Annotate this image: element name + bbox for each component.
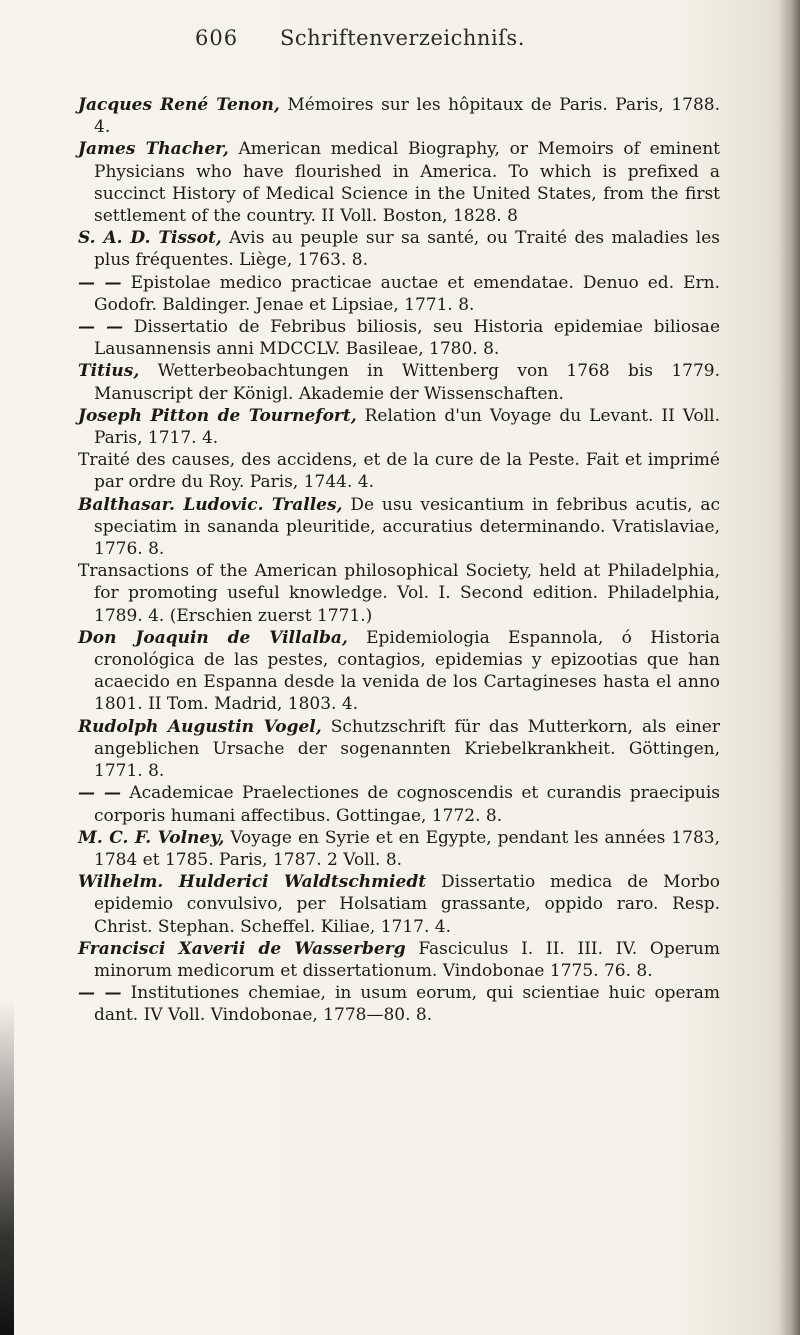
bibliography-entry [78,138,720,227]
entry-author: Titius, [78,361,140,382]
bibliography-entry [78,982,720,1026]
bibliography-entry [78,405,720,449]
bibliography-entry [78,871,720,938]
entry-author: — — [78,272,122,293]
entry-text: Dissertatio medica de Morbo epidemio convulsivo, per Holsatiam grassante, oppido raro. Resp. Christ. Stephan. Scheffel. Kiliae, 1717. 4. [94,872,720,937]
entry-author: Wilhelm. Hulderici Waldtschmiedt [78,872,427,893]
entry-author: Don Joaquin de Villalba, [78,627,348,648]
entry-text: Transactions of the American philosophical Society, held at Philadelphia, for promoting useful knowledge. Vol. I. Second edition. Philadelphia, 1789. 4. (Erschien zuerst 1771.) [78,561,720,626]
entry-text: Fasciculus I. II. III. IV. Operum minorum medicorum et dissertationum. Vindobonae 1775. 76. 8. [94,938,720,981]
entry-text: Mémoires sur les hôpitaux de Paris. Paris, 1788. 4. [94,95,721,138]
entry-text: Voyage en Syrie et en Egypte, pendant les années 1783, 1784 et 1785. Paris, 1787. 2 Voll. 8. [94,827,720,870]
entry-text: Schutzschrift für das Mutterkorn, als einer angeblichen Ursache der sogenannten Kriebelkrankheit. Göttingen, 1771. 8. [94,716,720,782]
entry-text: Relation d'un Voyage du Levant. II Voll. Paris, 1717. 4. [94,405,721,449]
entry-author: S. A. D. Tissot, [78,228,222,249]
bibliography-entry [78,316,720,360]
entry-text: Avis au peuple sur sa santé, ou Traité des maladies les plus fréquentes. Liège, 1763. 8. [94,228,720,271]
bibliography-list [78,94,720,1027]
bibliography-entry [78,272,720,316]
bibliography-entry [78,827,720,871]
running-title: Schriftenverzeichniſs. [280,26,525,50]
bibliography-entry [78,938,720,982]
bibliography-entry [78,716,720,783]
entry-author: — — [78,783,121,804]
binding-shadow [0,1000,14,1335]
entry-author: Rudolph Augustin Vogel, [78,716,322,737]
bibliography-entry [78,449,720,493]
entry-text: Wetterbeobachtungen in Wittenberg von 1768 bis 1779. Manuscript der Königl. Akademie der Wissenschaften. [94,361,720,404]
entry-text: Epistolae medico practicae auctae et emendatae. Denuo ed. Ern. Godofr. Baldinger. Jenae et Lipsiae, 1771. 8. [94,272,721,315]
page-header [195,26,635,56]
entry-author: Joseph Pitton de Tournefort, [78,405,357,426]
entry-author: Francisci Xaverii de Wasserberg [78,938,406,959]
bibliography-entry [78,227,720,271]
bibliography-entry [78,560,720,627]
entry-author: — — [78,983,122,1004]
page-number: 606 [195,26,239,50]
bibliography-entry [78,94,720,138]
page-edge-shadow [778,0,800,1335]
entry-author: Jacques René Tenon, [78,95,280,115]
entry-author: — — [78,317,124,338]
entry-text: Institutiones chemiae, in usum eorum, qui scientiae huic operam dant. IV Voll. Vindobonae, 1778—80. 8. [94,983,720,1026]
entry-author: James Thacher, [78,139,229,160]
bibliography-entry [78,627,720,716]
entry-text: De usu vesicantium in febribus acutis, ac speciatim in sananda pleuritide, accuratius determinando. Vratislaviae, 1776. 8. [94,494,720,560]
entry-author: Balthasar. Ludovic. Tralles, [78,494,343,515]
bibliography-entry [78,782,720,826]
entry-text: American medical Biography, or Memoirs of eminent Physicians who have flourished in America. To which is prefixed a succinct History of Medical Science in the United States, from the first settlement of the country. II Voll. Boston, 1828. 8 [94,139,720,227]
bibliography-entry [78,360,720,404]
entry-text: Epidemiologia Espannola, ó Historia cronológica de las pestes, contagios, epidemias y epizootias que han acaecido en Espanna desde la venida de los Cartagineses hasta el anno 1801. II Tom. Madrid, 1803. 4. [94,627,721,715]
entry-text: Dissertatio de Febribus biliosis, seu Historia epidemiae biliosae Lausannensis anni MDCCLV. Basileae, 1780. 8. [94,317,721,360]
entry-text: Academicae Praelectiones de cognoscendis et curandis praecipuis corporis humani affectibus. Gottingae, 1772. 8. [94,783,720,826]
bibliography-entry [78,494,720,561]
entry-author: M. C. F. Volney, [78,827,225,848]
entry-text: Traité des causes, des accidens, et de la cure de la Peste. Fait et imprimé par ordre du Roy. Paris, 1744. 4. [78,450,720,493]
